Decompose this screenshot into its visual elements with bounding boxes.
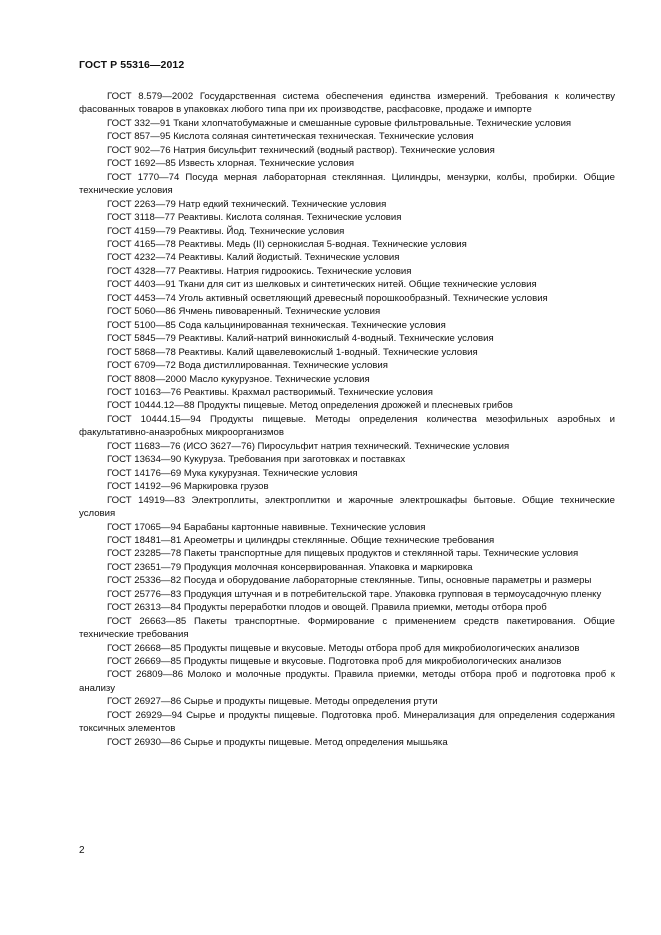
reference-item: ГОСТ 23285—78 Пакеты транспортные для пищевых продуктов и стеклянной тары. Технические условия [107, 548, 579, 560]
reference-item: ГОСТ 4232—74 Реактивы. Калий йодистый. Технические условия [107, 252, 400, 264]
reference-item: ГОСТ 26668—85 Продукты пищевые и вкусовые. Методы отбора проб для микробиологических анализов [107, 642, 580, 654]
reference-item: ГОСТ 26663—85 Пакеты транспортные. Формирование с применением средств пакетирования. Общие технические требования [79, 615, 615, 641]
reference-item: ГОСТ 4453—74 Уголь активный осветляющий древесный порошкообразный. Технические условия [107, 292, 548, 304]
reference-item: ГОСТ 1692—85 Известь хлорная. Технические условия [107, 158, 355, 170]
reference-item: ГОСТ 2263—79 Натр едкий технический. Технические условия [107, 198, 387, 210]
reference-item: ГОСТ 4159—79 Реактивы. Йод. Технические условия [107, 225, 345, 237]
reference-item: ГОСТ 8808—2000 Масло кукурузное. Технические условия [107, 373, 370, 385]
reference-item: ГОСТ 4328—77 Реактивы. Натрия гидроокись. Технические условия [107, 265, 412, 277]
reference-item: ГОСТ 5845—79 Реактивы. Калий-натрий виннокислый 4-водный. Технические условия [107, 333, 494, 345]
reference-item: ГОСТ 17065—94 Барабаны картонные навивные. Технические условия [107, 521, 426, 533]
reference-item: ГОСТ 5060—86 Ячмень пивоваренный. Технические условия [107, 306, 381, 318]
reference-item: ГОСТ 4403—91 Ткани для сит из шелковых и синтетических нитей. Общие технические условия [107, 279, 537, 291]
standard-title: ГОСТ Р 55316—2012 [79, 59, 185, 71]
reference-item: ГОСТ 26930—86 Сырье и продукты пищевые. Метод определения мышьяка [107, 736, 448, 748]
reference-item: ГОСТ 10163—76 Реактивы. Крахмал растворимый. Технические условия [107, 386, 433, 398]
reference-item: ГОСТ 6709—72 Вода дистиллированная. Технические условия [107, 360, 388, 372]
reference-item: ГОСТ 26669—85 Продукты пищевые и вкусовые. Подготовка проб для микробиологических анализов [107, 656, 562, 668]
reference-item: ГОСТ 332—91 Ткани хлопчатобумажные и смешанные суровые фильтровальные. Технические условия [107, 117, 572, 129]
reference-item: ГОСТ 1770—74 Посуда мерная лабораторная стеклянная. Цилиндры, мензурки, колбы, пробирки. Общие технические условия [79, 171, 615, 197]
reference-item: ГОСТ 8.579—2002 Государственная система обеспечения единства измерений. Требования к количеству фасованных товаров в упаковках любого типа при их производстве, расфасовке, продаже и импорте [79, 91, 615, 116]
reference-item: ГОСТ 3118—77 Реактивы. Кислота соляная. Технические условия [107, 212, 402, 224]
reference-item: ГОСТ 10444.12—88 Продукты пищевые. Метод определения дрожжей и плесневых грибов [107, 400, 513, 412]
reference-item: ГОСТ 25336—82 Посуда и оборудование лабораторные стеклянные. Типы, основные параметры и размеры [107, 575, 592, 587]
reference-item: ГОСТ 857—95 Кислота соляная синтетическая техническая. Технические условия [107, 131, 474, 143]
reference-item: ГОСТ 26809—86 Молоко и молочные продукты. Правила приемки, методы отбора проб и подготовка проб к анализу [79, 669, 615, 694]
reference-item: ГОСТ 10444.15—94 Продукты пищевые. Методы определения количества мезофильных аэробных и факультативно-анаэробных микроорганизмов [79, 413, 615, 439]
reference-item: ГОСТ 14192—96 Маркировка грузов [107, 481, 269, 493]
reference-item: ГОСТ 902—76 Натрия бисульфит технический (водный раствор). Технические условия [107, 144, 495, 156]
reference-item: ГОСТ 4165—78 Реактивы. Медь (II) сернокислая 5-водная. Технические условия [107, 238, 467, 250]
reference-item: ГОСТ 26929—94 Сырье и продукты пищевые. Подготовка проб. Минерализация для определения содержания токсичных элементов [79, 709, 615, 735]
reference-item: ГОСТ 13634—90 Кукуруза. Требования при заготовках и поставках [107, 454, 406, 466]
reference-item: ГОСТ 26927—86 Сырье и продукты пищевые. Методы определения ртути [107, 696, 438, 708]
reference-item: ГОСТ 5100—85 Сода кальцинированная техническая. Технические условия [107, 319, 446, 331]
reference-item: ГОСТ 14919—83 Электроплиты, электроплитки и жарочные электрошкафы бытовые. Общие технические условия [79, 494, 615, 520]
reference-item: ГОСТ 23651—79 Продукция молочная консервированная. Упаковка и маркировка [107, 561, 473, 573]
reference-item: ГОСТ 5868—78 Реактивы. Калий щавелевокислый 1-водный. Технические условия [107, 346, 478, 358]
reference-item: ГОСТ 26313—84 Продукты переработки плодов и овощей. Правила приемки, методы отбора проб [107, 602, 547, 614]
reference-item: ГОСТ 11683—76 (ИСО 3627—76) Пиросульфит натрия технический. Технические условия [107, 440, 510, 452]
normative-references-list [79, 90, 615, 749]
reference-item: ГОСТ 14176—69 Мука кукурузная. Технические условия [107, 467, 358, 479]
reference-item: ГОСТ 25776—83 Продукция штучная и в потребительской таре. Упаковка групповая в термоусадочную пленку [107, 588, 602, 600]
page-number: 2 [79, 845, 85, 856]
reference-item: ГОСТ 18481—81 Ареометры и цилиндры стеклянные. Общие технические требования [107, 534, 495, 546]
